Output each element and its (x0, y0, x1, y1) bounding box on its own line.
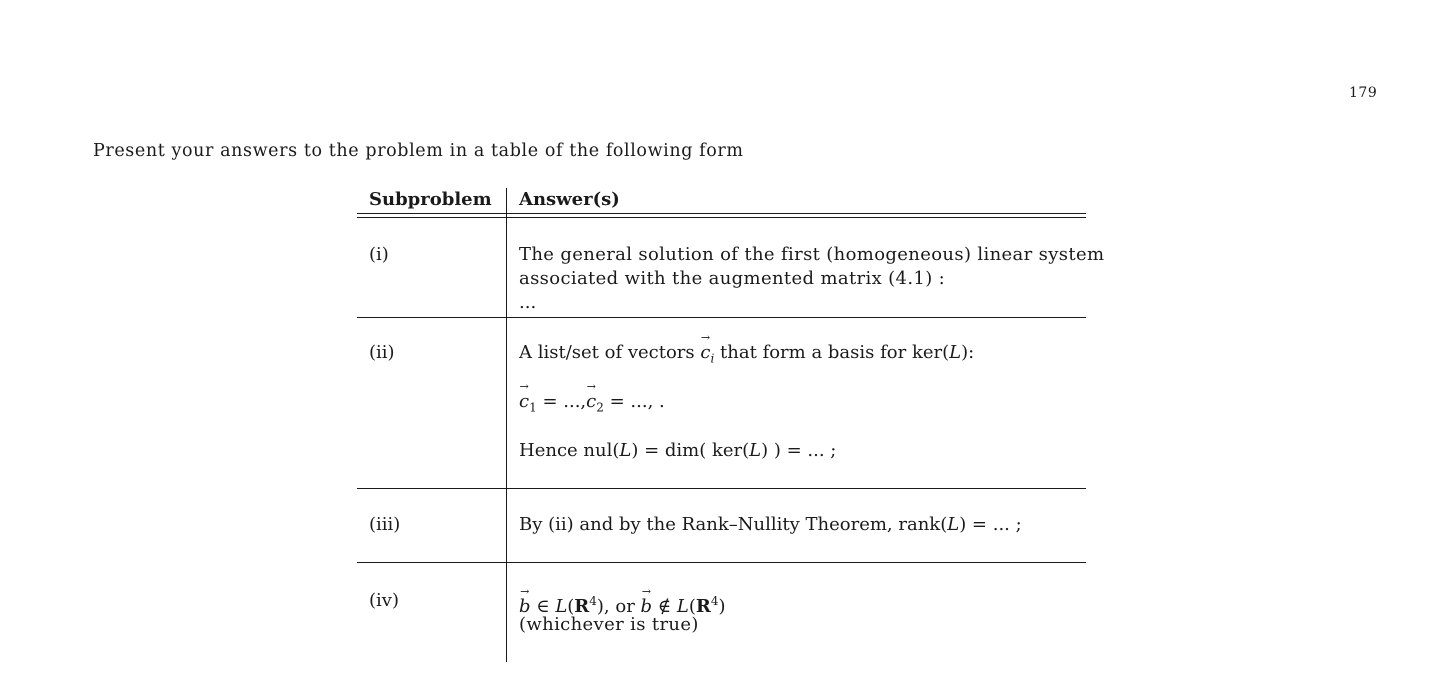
vector-c-1: → c (519, 390, 529, 414)
row-ii-line-1-text: A list/set of vectors (519, 342, 695, 363)
header-double-rule-top (357, 213, 1086, 214)
row-i-line-3: ... (519, 292, 537, 313)
header-answers: Answer(s) (519, 189, 620, 210)
header-double-rule-bottom (357, 217, 1086, 218)
vector-b: → b (519, 595, 531, 619)
row-ii-line-2: → $c_1$ = ...,→ $c_2$ = ..., . (519, 390, 665, 420)
row-iv-line-1: → b ∈ $L(R^4)$, or → b ∉ $L(R^4)$ (519, 589, 725, 619)
intro-text: Present your answers to the problem in a table of the following form (93, 141, 744, 161)
row-ii-line-1: A list/set of vectors → $c_i$ that form a basis for ker(L): (519, 341, 974, 371)
row-iv-line-2: (whichever is true) (519, 614, 699, 635)
row-label-i: (i) (369, 244, 389, 265)
row-divider-3 (357, 562, 1086, 563)
row-i-line-1: The general solution of the first (homogeneous) linear system (519, 244, 1105, 265)
vector-c-2: → c (586, 390, 596, 414)
column-divider (506, 188, 507, 662)
row-label-iii: (iii) (369, 514, 401, 535)
row-label-ii: (ii) (369, 342, 395, 363)
row-label-iv: (iv) (369, 590, 399, 611)
vector-c-i: → c (700, 341, 710, 365)
row-i-line-2: associated with the augmented matrix (4.1) : (519, 268, 946, 289)
page-number: 179 (1349, 85, 1378, 101)
row-ii-line-3: Hence nul(L) = dim( ker(L) ) = ... ; (519, 440, 837, 461)
answer-table (357, 184, 1105, 662)
header-subproblem: Subproblem (369, 189, 492, 210)
vector-b-2: → b (641, 595, 653, 619)
row-divider-2 (357, 488, 1086, 489)
row-divider-1 (357, 317, 1086, 318)
row-iii-text: By (ii) and by the Rank–Nullity Theorem, rank(L) = ... ; (519, 514, 1022, 535)
